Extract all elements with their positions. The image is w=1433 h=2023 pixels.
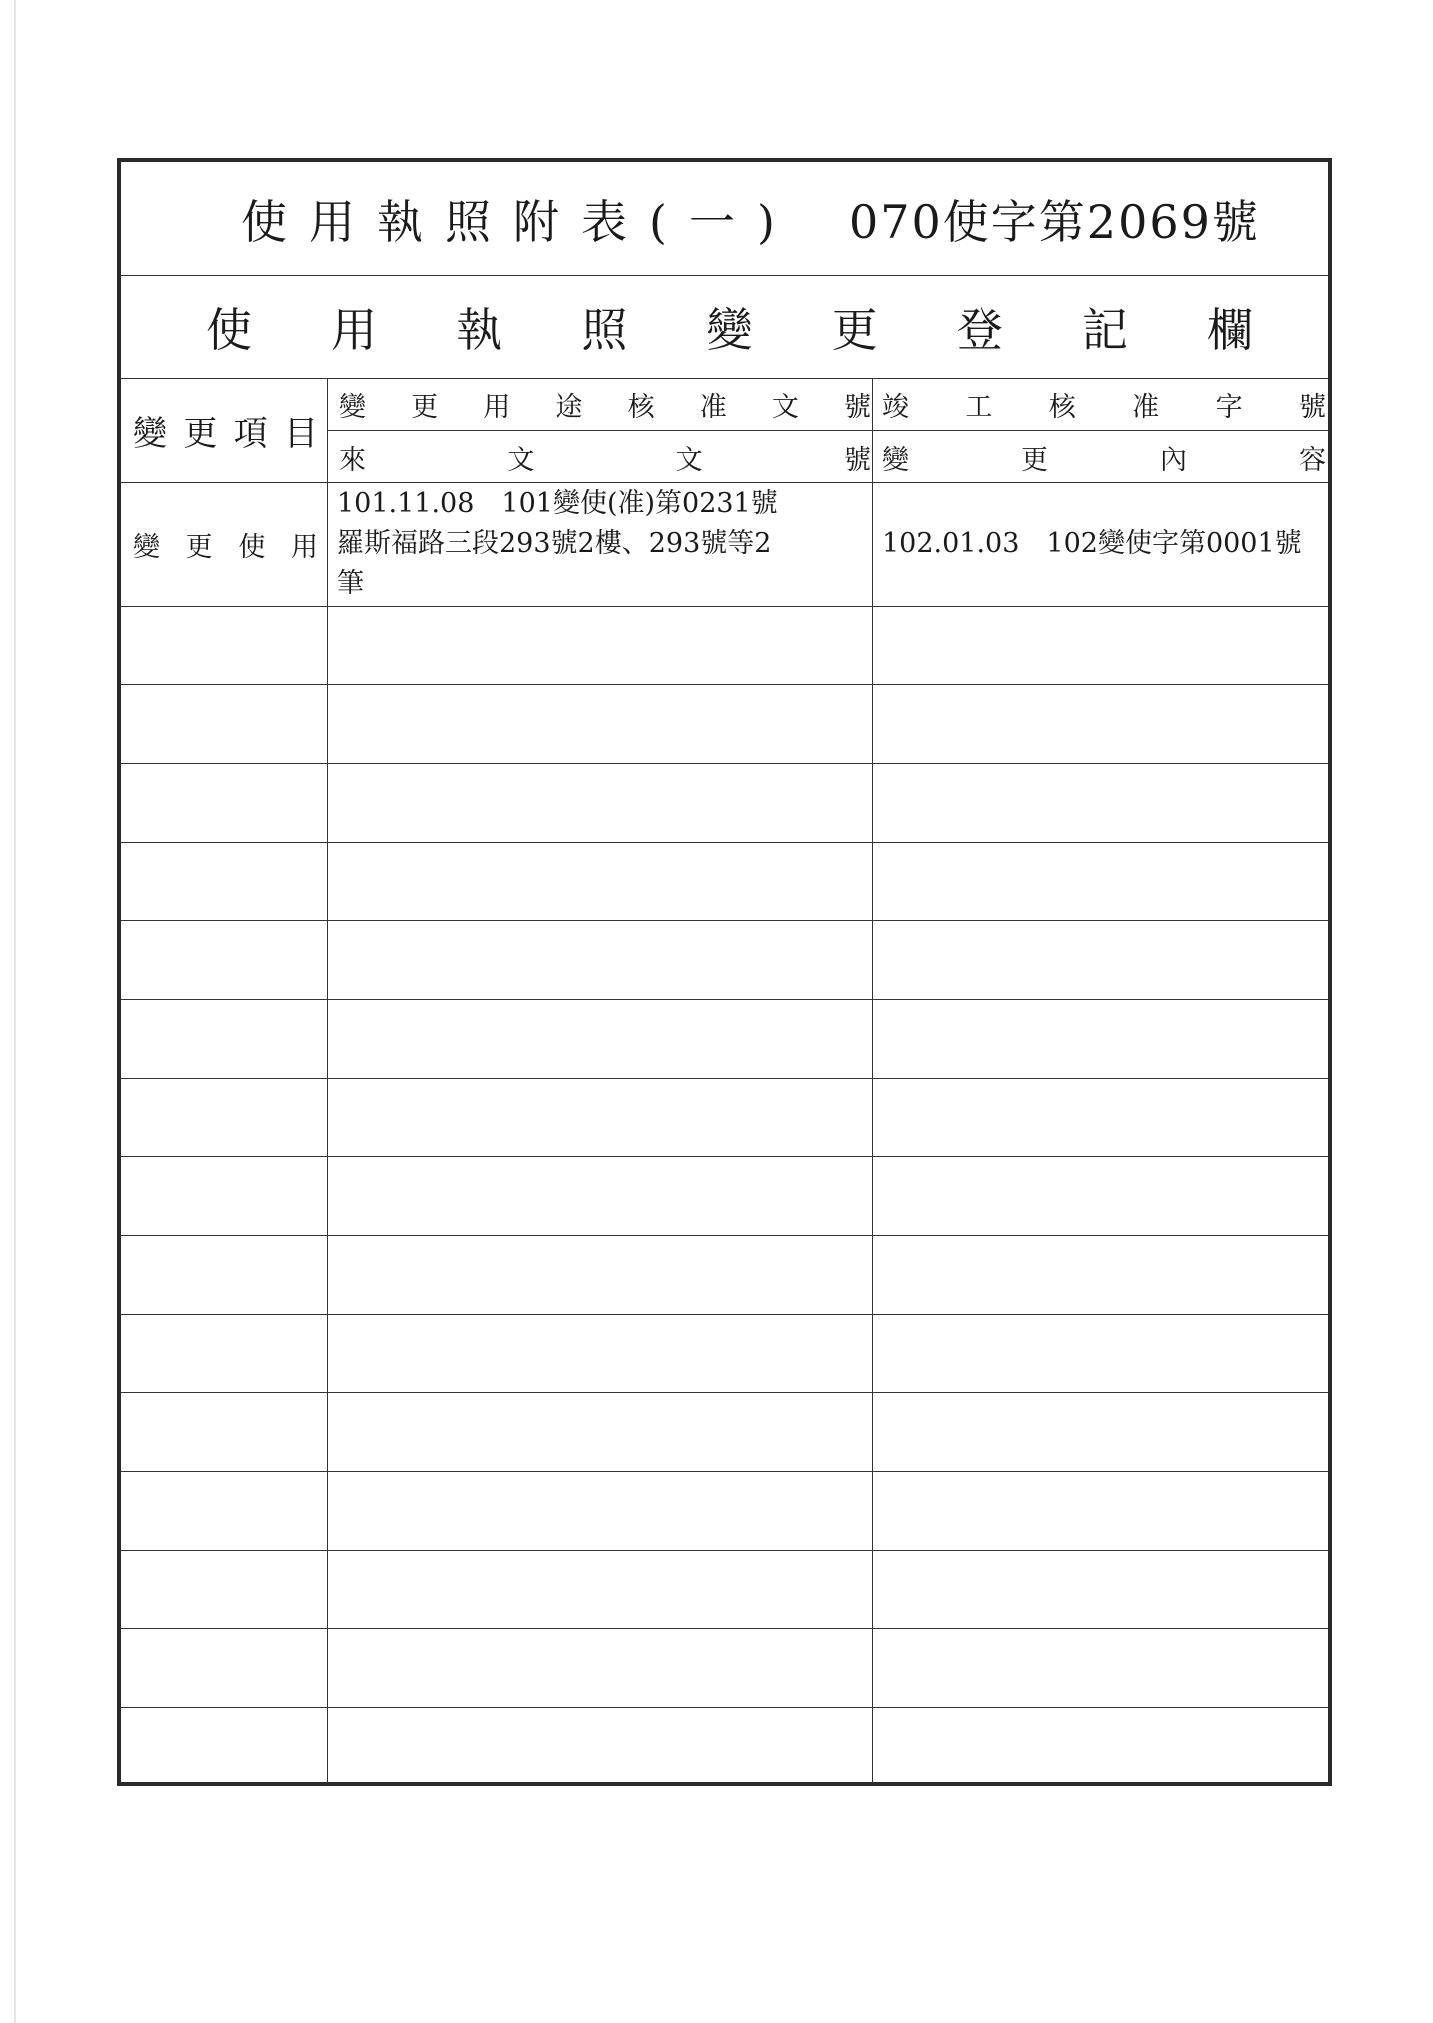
header-char: 變 [882, 444, 909, 476]
header-char: 目 [283, 413, 318, 454]
row-divider [121, 999, 1328, 1000]
header-char: 號 [1298, 391, 1326, 423]
header-char: 號 [843, 391, 871, 423]
header-char: 文 [507, 444, 535, 476]
form-title: 使用執照附表(一) [241, 195, 797, 249]
row-divider [121, 1707, 1328, 1708]
row-divider [121, 1628, 1328, 1629]
title-row [121, 162, 1328, 275]
item-char: 更 [185, 531, 213, 563]
header-char: 更 [1021, 444, 1048, 476]
item-char: 使 [238, 531, 266, 563]
approval-line-3: 筆 [337, 568, 364, 599]
header-char: 核 [1048, 391, 1076, 423]
item-char: 用 [290, 531, 318, 563]
header-char: 准 [699, 391, 727, 423]
header-char: 准 [1132, 391, 1160, 423]
approval-line-2: 羅斯福路三段293號2樓、293號等2 [337, 528, 772, 559]
header-char: 變 [133, 413, 167, 454]
row-change-item [133, 482, 318, 606]
column-line [327, 378, 328, 1782]
header-char: 內 [1160, 444, 1187, 476]
header-char: 核 [627, 391, 655, 423]
col-header-incoming-doc-no [339, 432, 871, 482]
section-title-char: 欄 [1207, 302, 1253, 357]
col-header-change-content [882, 432, 1326, 482]
section-title-char: 登 [956, 302, 1003, 357]
header-char: 號 [843, 444, 871, 476]
row-divider [121, 1550, 1328, 1551]
header-char: 容 [1299, 444, 1326, 476]
col-header-completion-no [882, 378, 1326, 430]
section-title-char: 照 [581, 302, 628, 357]
row-divider [121, 1235, 1328, 1236]
row-divider [121, 1078, 1328, 1079]
column-line [872, 378, 873, 1782]
header-char: 工 [965, 391, 993, 423]
row-divider [121, 684, 1328, 685]
approval-line-1: 101.11.08 101變使(准)第0231號 [337, 488, 778, 519]
completion-number: 102.01.03 102變使字第0001號 [882, 528, 1302, 559]
header-char: 文 [771, 391, 799, 423]
header-char: 竣 [882, 391, 909, 423]
row-divider [121, 1314, 1328, 1315]
change-registration-form [117, 158, 1332, 1786]
col-header-change-item [133, 378, 318, 482]
item-char: 變 [133, 531, 160, 563]
header-char: 更 [411, 391, 439, 423]
header-char: 途 [555, 391, 583, 423]
license-number: 070使字第2069號 [849, 195, 1260, 249]
section-title-char: 使 [206, 302, 252, 357]
row-divider [121, 842, 1328, 843]
section-title [121, 275, 1328, 378]
divider [327, 430, 1328, 431]
row-divider [121, 1392, 1328, 1393]
row-divider [121, 763, 1328, 764]
header-char: 文 [675, 444, 703, 476]
col-header-approval-no [339, 378, 871, 430]
row-divider [121, 1156, 1328, 1157]
section-title-char: 記 [1081, 302, 1128, 357]
scan-edge [14, 0, 16, 2023]
row-divider [121, 920, 1328, 921]
header-char: 字 [1215, 391, 1243, 423]
header-char: 用 [483, 391, 511, 423]
header-char: 項 [233, 413, 268, 454]
header-char: 變 [339, 391, 366, 423]
section-title-char: 用 [331, 302, 378, 357]
section-title-char: 更 [831, 302, 878, 357]
row-divider [121, 1471, 1328, 1472]
header-char: 更 [183, 413, 218, 454]
row-divider [121, 606, 1328, 607]
section-title-char: 執 [456, 302, 503, 357]
section-title-char: 變 [706, 302, 753, 357]
header-char: 來 [339, 444, 366, 476]
